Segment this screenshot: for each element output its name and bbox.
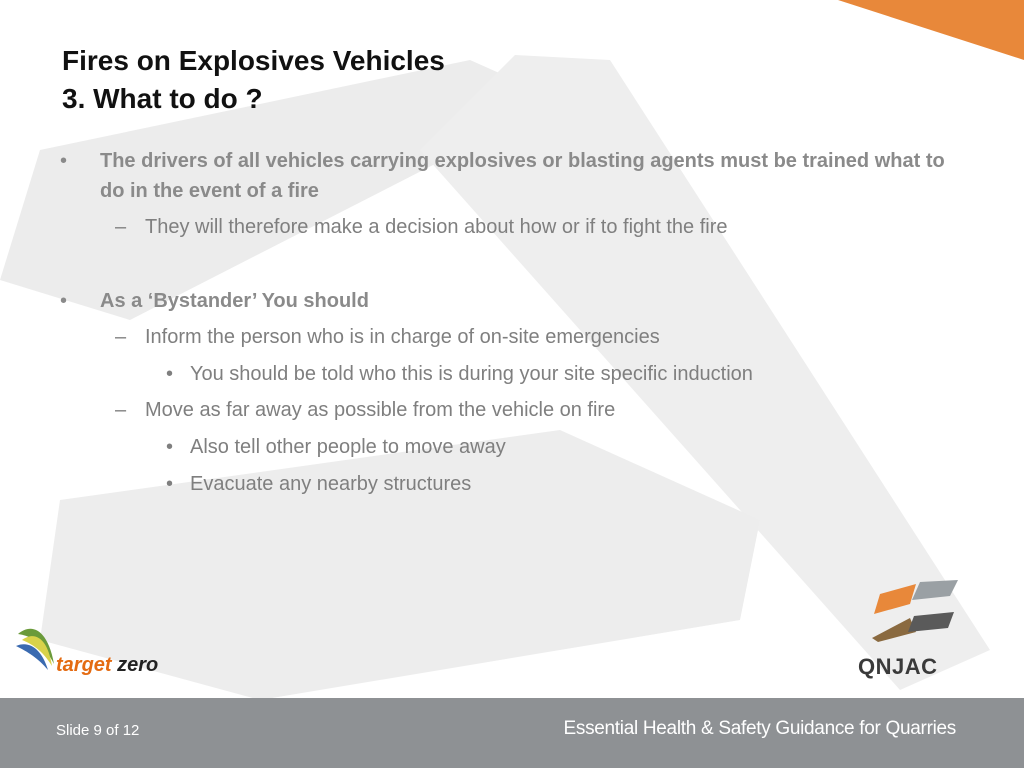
sub-sub-bullet-text: Evacuate any nearby structures [190, 473, 472, 495]
slide-number: Slide 9 of 12 [56, 722, 140, 739]
title-line-1: Fires on Explosives Vehicles [62, 45, 445, 76]
bullet-text: As a ‘Bystander’ You should [100, 290, 369, 312]
sub-bullet-item [60, 212, 960, 242]
sub-sub-bullet-item [60, 469, 960, 499]
bullet-marker: • [166, 363, 174, 385]
bullet-marker: • [60, 290, 68, 312]
bullet-marker: • [60, 150, 68, 172]
sub-bullet-text: Move as far away as possible from the vehicle on fire [145, 399, 616, 421]
sub-sub-bullet-item [60, 432, 960, 462]
title-line-2: 3. What to do ? [62, 83, 263, 114]
bullet-item [60, 146, 960, 206]
sub-bullet-item [60, 395, 960, 425]
bullet-marker: • [166, 473, 174, 495]
bullet-item [60, 286, 960, 316]
sub-bullet-item [60, 322, 960, 352]
sub-sub-bullet-item [60, 359, 960, 389]
sub-sub-bullet-text: You should be told who this is during your site specific induction [190, 363, 753, 385]
target-word: target [56, 654, 112, 676]
sub-bullet-text: They will therefore make a decision about how or if to fight the fire [145, 216, 728, 238]
bullet-text: The drivers of all vehicles carrying explosives or blasting agents must be trained what to do in the event of a fire [100, 150, 945, 202]
dash-marker: – [115, 399, 127, 421]
footer-tagline: Essential Health & Safety Guidance for Quarries [563, 718, 956, 739]
slide-title [62, 42, 445, 118]
qnjac-wordmark: QNJAC [858, 654, 938, 679]
sub-bullet-text: Inform the person who is in charge of on-site emergencies [145, 326, 660, 348]
dash-marker: – [115, 216, 127, 238]
bullet-list [60, 146, 960, 499]
target-zero-wordmark [56, 654, 158, 677]
footer-bar [0, 698, 1024, 768]
bullet-marker: • [166, 436, 174, 458]
zero-word: zero [117, 654, 159, 676]
orange-corner-stripe [838, 0, 1024, 60]
dash-marker: – [115, 326, 127, 348]
sub-sub-bullet-text: Also tell other people to move away [190, 436, 506, 458]
